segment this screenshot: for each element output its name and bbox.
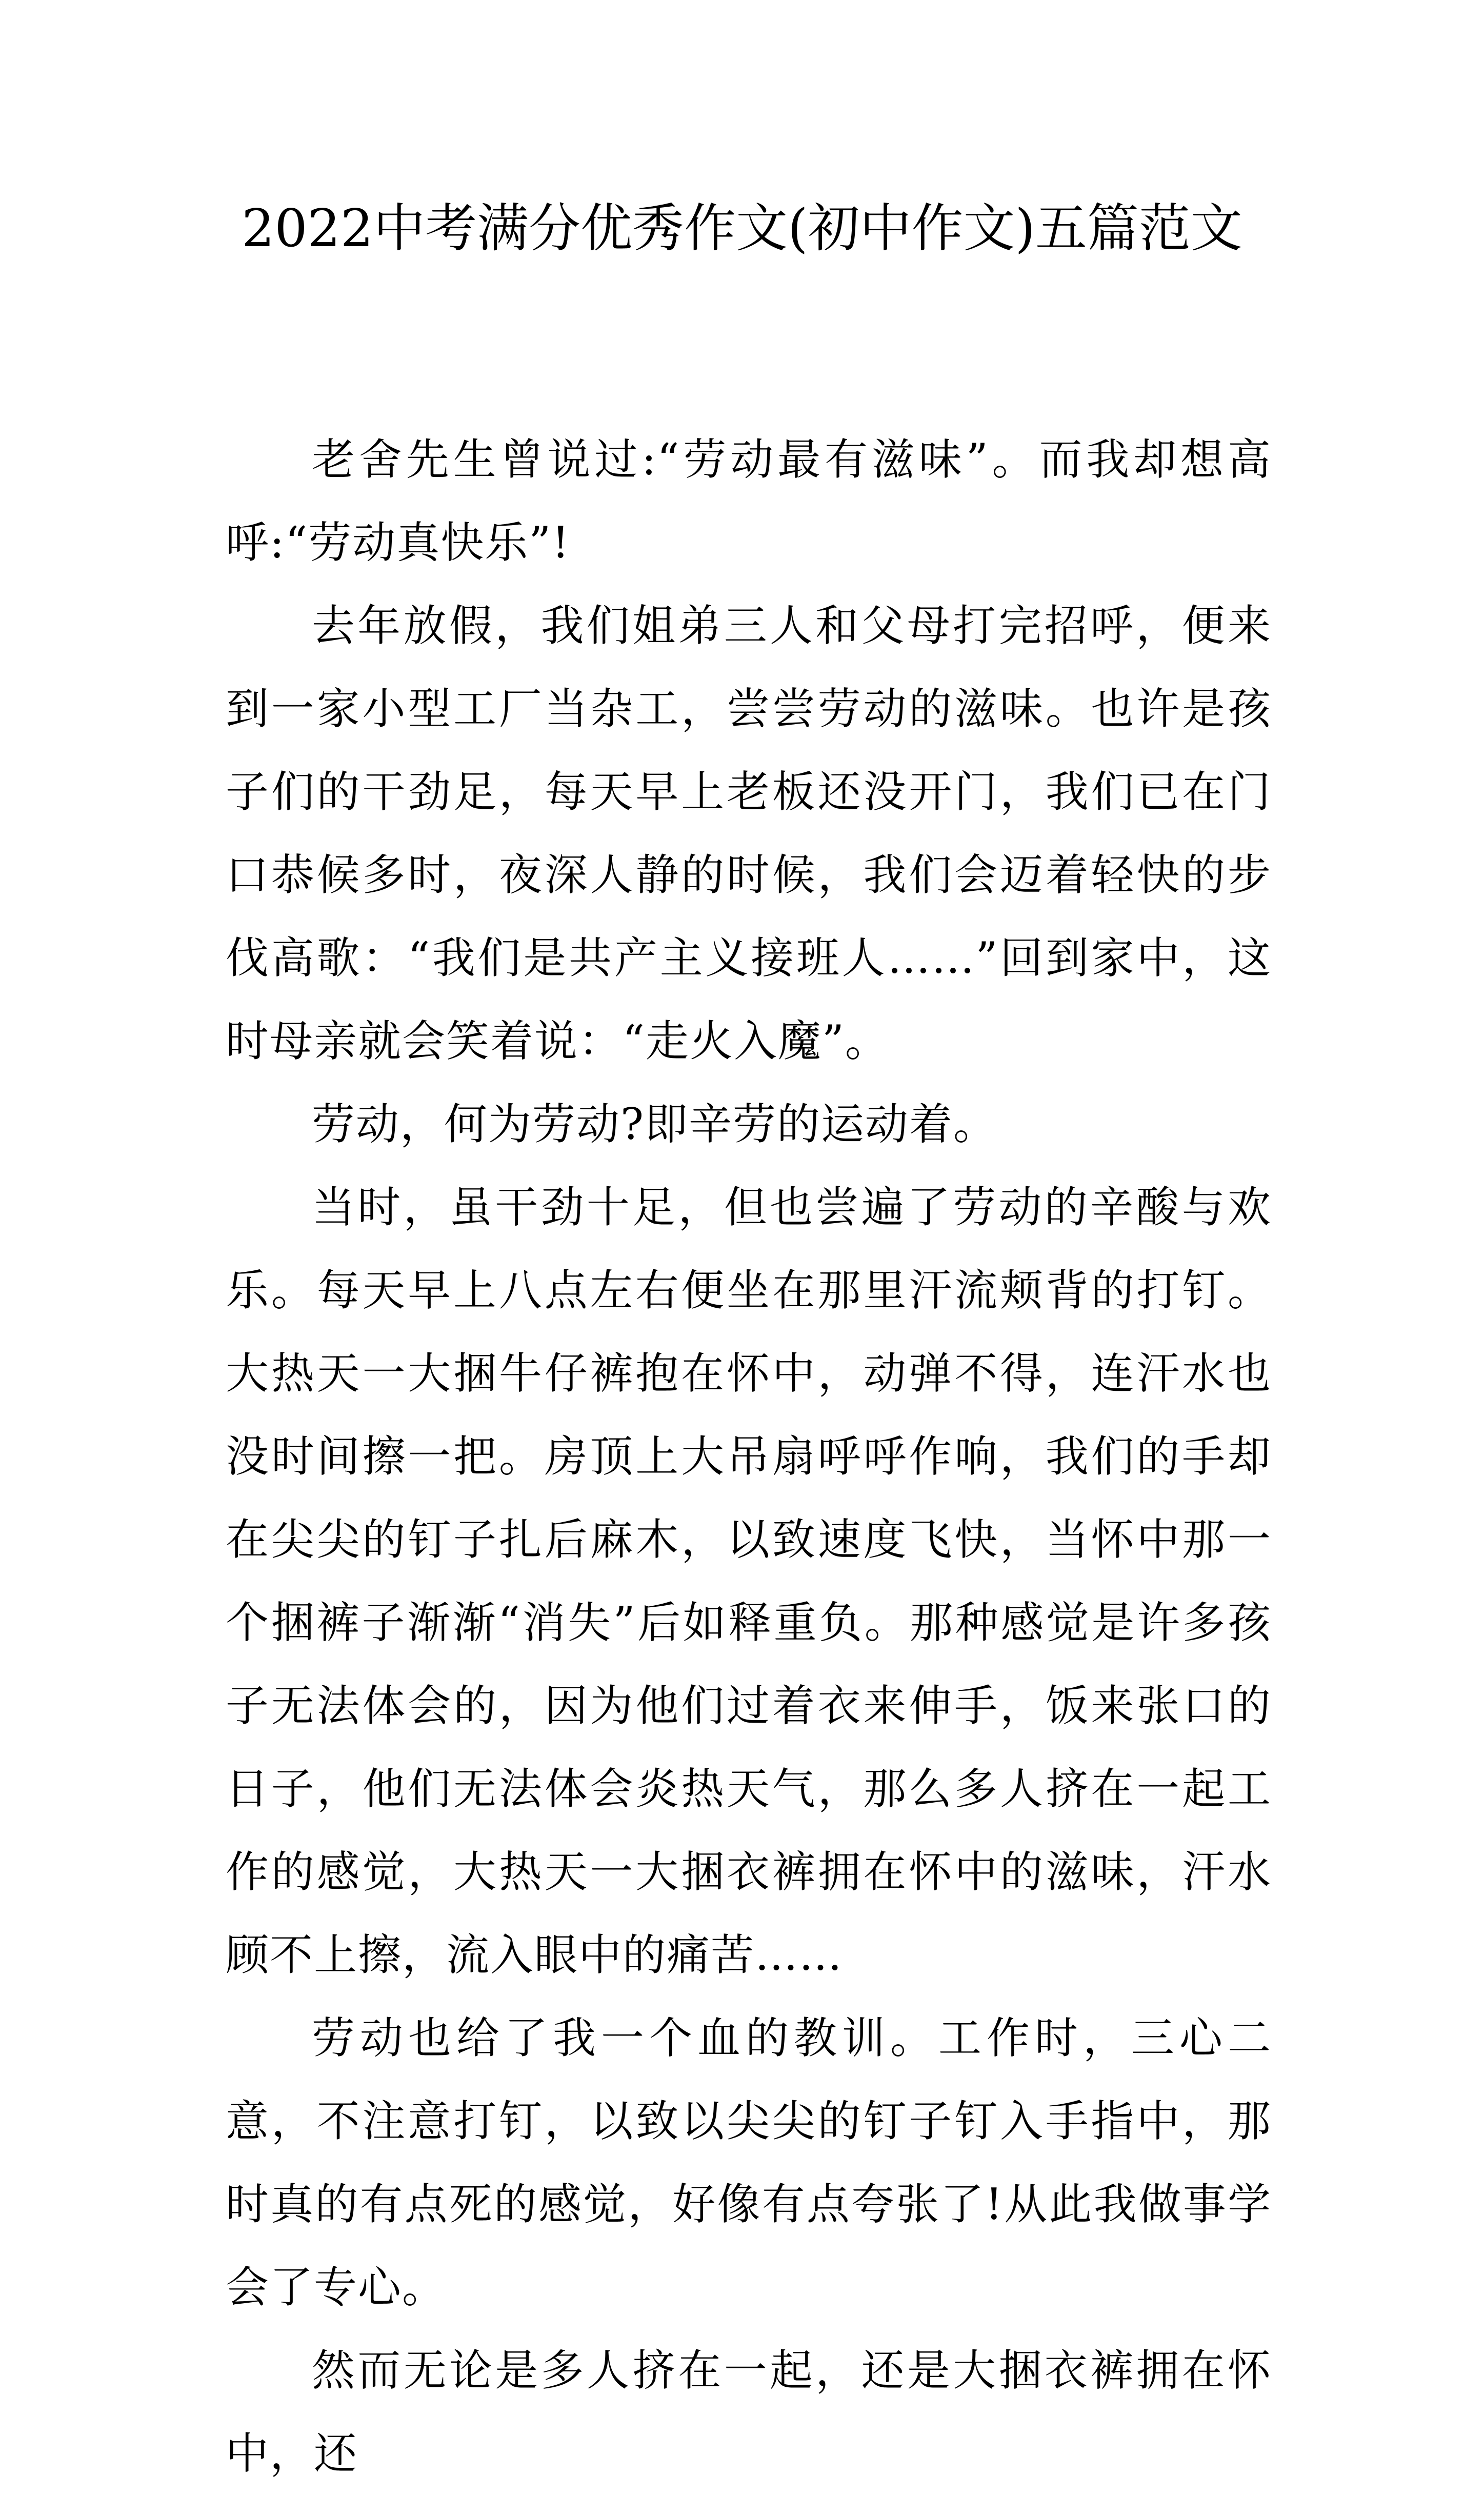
document-body [226, 418, 1272, 2495]
paragraph: 劳动也给了我一个血的教训。工作时，三心二意，不注意打钉，以致以尖尖的钉子钉入手指中，那时真的有点死的感觉，好像有点夸张了!从此我做事学会了专心。 [226, 2013, 1272, 2312]
paragraph: 老舍先生曾说过:“劳动最有滋味”。而我却想高呼:“劳动真快乐”! [226, 434, 1272, 568]
document-title: 2022中考满分优秀作文(初中作文)五篇范文 [242, 198, 1242, 258]
paragraph: 然而无论是多人挤在一起，还是大捆衣裤拥在怀中，还 [226, 2345, 1272, 2479]
paragraph: 当时，虽干劲十足，但也尝遍了劳动的辛酸与欢乐。每天早上八点左右便坐在那里汗流颊背的打钉。大热天一大捆牛仔裤抱在怀中，动弹不得，连汗水也没时间擦一把。房顶上大吊扇呼呼作响，我们的手却在尖尖的钉子扎后麻木，以致速度飞快，当怀中那一个捆裤子渐渐“消失”后如释重负。那种感觉是许多孩子无法体会的，因为他们过着衣来伸手，饭来张口的日子，他们无法体会炎热天气，那么多人挤在一起工作的感觉，大热天一大捆衣裤拥在怀中的滋味，汗水顾不上擦，流入眼中的痛苦…… [226, 1182, 1272, 1980]
paragraph: 去年放假，我们姐弟三人和父母打完招呼，便来到一家小型工厂当杂工，尝尝劳动的滋味。也许是孩子们的干劲足，每天早上老板还没开门，我们已在门口恭候多时，夜深人静的时候，我们会迈着轻快的步伐高歌：“我们是共产主义接班人……”回到家中，这时母亲就会笑着说：“走火入魔”。 [226, 601, 1272, 1066]
paragraph: 劳动，何为劳动?即辛劳的运动着。 [312, 1099, 998, 1149]
